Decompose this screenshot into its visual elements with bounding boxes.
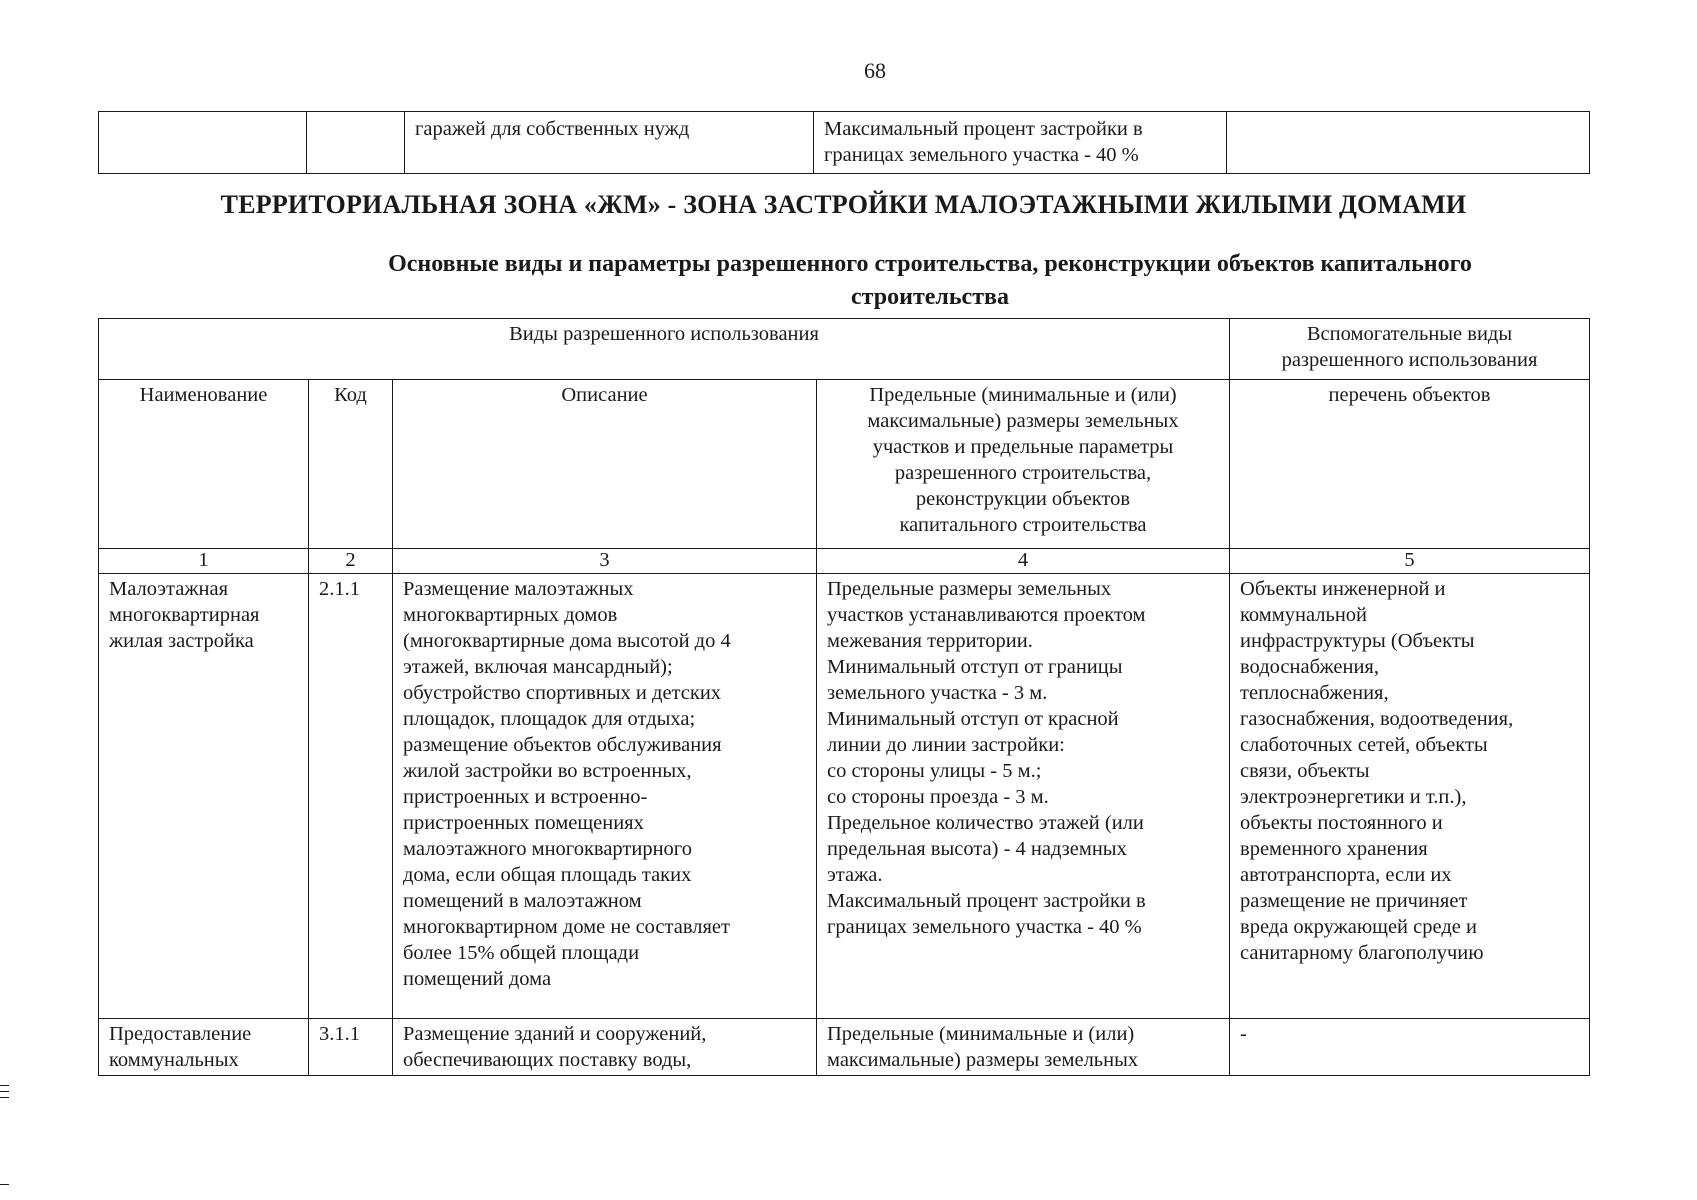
margin-mark (0, 1085, 9, 1086)
continuation-cell-objects (1227, 112, 1590, 174)
row-limits: Предельные размеры земельных участков устанавливаются проектом межевания территории. Минимальный отступ от границы земельного участка - 3 м. Минимальный отступ от красной линии до линии застройки: со стороны улицы - 5 м.; со стороны проезда - 3 м. Предельное количество этажей (или предельная высота) - 4 надземных этажа. Максимальный процент застройки в границах земельного участка - 40 % (817, 574, 1230, 1019)
header-description: Описание (393, 380, 817, 549)
header-permitted-uses: Виды разрешенного использования (99, 319, 1230, 380)
margin-mark (0, 1184, 9, 1185)
section-title: Основные виды и параметры разрешенного строительства, реконструкции объектов капитального строительства (388, 251, 1472, 310)
row-code: 3.1.1 (309, 1019, 393, 1076)
continuation-cell-description: гаражей для собственных нужд (405, 112, 814, 174)
row-description: Размещение зданий и сооружений, обеспечивающих поставку воды, (393, 1019, 817, 1076)
header-name: Наименование (99, 380, 309, 549)
header-limits: Предельные (минимальные и (или) максимальные) размеры земельных участков и предельные параметры разрешенного строительства, реконструкции объектов капитального строительства (817, 380, 1230, 549)
column-number: 2 (309, 549, 393, 574)
header-auxiliary-uses: Вспомогательные виды разрешенного использования (1230, 319, 1590, 380)
zone-title: ТЕРРИТОРИАЛЬНАЯ ЗОНА «ЖМ» - ЗОНА ЗАСТРОЙКИ МАЛОЭТАЖНЫМИ ЖИЛЫМИ ДОМАМИ (220, 190, 1467, 219)
continuation-cell-name (99, 112, 307, 174)
column-number: 4 (817, 549, 1230, 574)
permitted-uses-table (98, 318, 1590, 1076)
row-code: 2.1.1 (309, 574, 393, 1019)
column-number: 5 (1230, 549, 1590, 574)
row-name: Предоставление коммунальных (99, 1019, 309, 1076)
table-row (99, 1019, 1590, 1076)
continuation-cell-code (307, 112, 405, 174)
page-number: 68 (864, 58, 886, 83)
row-objects: - (1230, 1019, 1590, 1076)
continuation-table (98, 111, 1590, 174)
row-description: Размещение малоэтажных многоквартирных домов (многоквартирные дома высотой до 4 этажей, включая мансардный); обустройство спортивных и детских площадок, площадок для отдыха; размещение объектов обслуживания жилой застройки во встроенных, пристроенных и встроенно- пристроенных помещениях малоэтажного многоквартирного дома, если общая площадь таких помещений в малоэтажном многоквартирном доме не составляет более 15% общей площади помещений дома (393, 574, 817, 1019)
table-header-row (99, 380, 1590, 549)
column-number: 1 (99, 549, 309, 574)
margin-mark (0, 1097, 9, 1098)
column-number: 3 (393, 549, 817, 574)
continuation-cell-limits: Максимальный процент застройки в границах земельного участка - 40 % (814, 112, 1227, 174)
row-limits: Предельные (минимальные и (или) максимальные) размеры земельных (817, 1019, 1230, 1076)
row-objects: Объекты инженерной и коммунальной инфраструктуры (Объекты водоснабжения, теплоснабжения, газоснабжения, водоотведения, слаботочных сетей, объекты связи, объекты электроэнергетики и т.п.), объекты постоянного и временного хранения автотранспорта, если их размещение не причиняет вреда окружающей среде и санитарному благополучию (1230, 574, 1590, 1019)
row-name: Малоэтажная многоквартирная жилая застройка (99, 574, 309, 1019)
table-row (99, 574, 1590, 1019)
header-code: Код (309, 380, 393, 549)
table-header-group-row (99, 319, 1590, 380)
margin-mark (0, 1091, 9, 1092)
header-objects: перечень объектов (1230, 380, 1590, 549)
table-row (99, 112, 1590, 174)
column-number-row (99, 549, 1590, 574)
